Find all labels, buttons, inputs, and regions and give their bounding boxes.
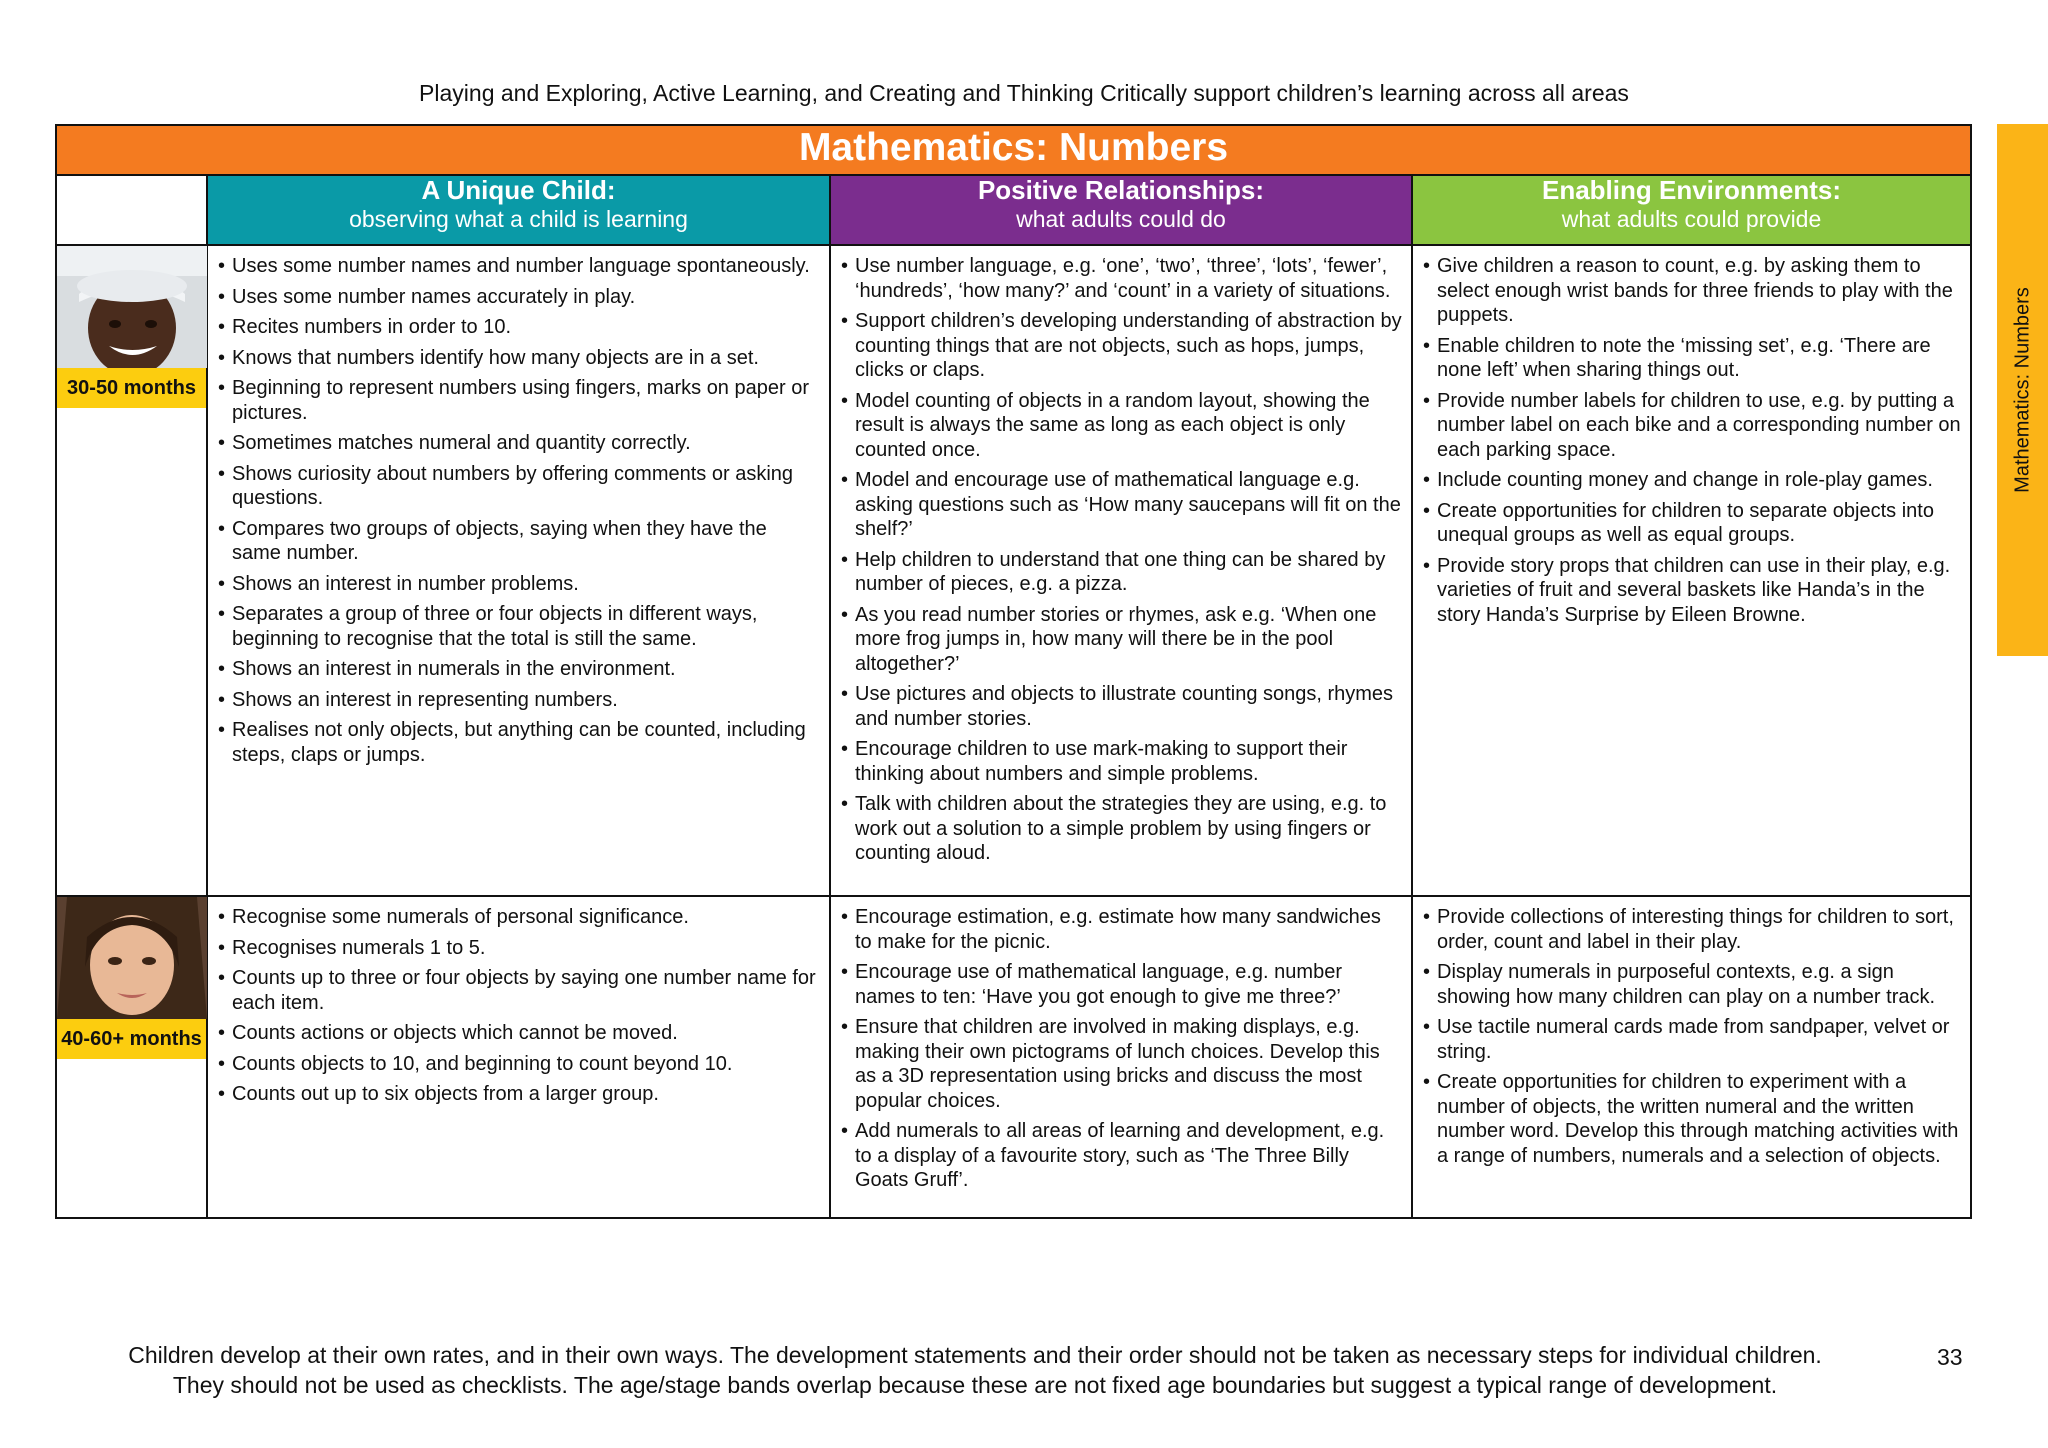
- table-title: Mathematics: Numbers: [56, 125, 1971, 175]
- table-row: [56, 896, 1971, 1218]
- header-rel-title: Positive Relationships:: [977, 175, 1265, 205]
- list-item: • Uses some number names and number language spontaneously.: [218, 254, 821, 279]
- header-blank: [56, 175, 207, 245]
- list-item: • Shows an interest in numerals in the environment.: [218, 657, 821, 682]
- list-item: • Shows an interest in number problems.: [218, 572, 821, 597]
- child-list: [208, 246, 829, 777]
- footer-line-2: They should not be used as checklists. The age/stage bands overlap because these are not fixed age boundaries but suggest a typical range of development.: [172, 1372, 1778, 1398]
- list-item: • Use tactile numeral cards made from sandpaper, velvet or string.: [1423, 1015, 1962, 1064]
- list-item: • Encourage estimation, e.g. estimate how many sandwiches to make for the picnic.: [841, 905, 1403, 954]
- header-env-title: Enabling Environments:: [1541, 175, 1842, 205]
- list-item: • Encourage children to use mark-making to support their thinking about numbers and simple problems.: [841, 737, 1403, 786]
- list-item: • Include counting money and change in role-play games.: [1423, 468, 1962, 493]
- list-item: • Counts up to three or four objects by saying one number name for each item.: [218, 966, 821, 1015]
- list-item: • Talk with children about the strategies they are using, e.g. to work out a solution to a simple problem by using fingers or counting aloud.: [841, 792, 1403, 866]
- relationships-list: [831, 246, 1411, 876]
- age-badge: 30-50 months: [57, 368, 206, 408]
- child-cell: [207, 896, 830, 1218]
- child-photo-girl: [57, 897, 207, 1019]
- list-item: • Recognises numerals 1 to 5.: [218, 936, 821, 961]
- list-item: • Recites numbers in order to 10.: [218, 315, 821, 340]
- age-cell-30-50: [56, 245, 207, 896]
- child-cell: [207, 245, 830, 896]
- footer-note: [0, 1340, 1950, 1400]
- table-row: [56, 245, 1971, 896]
- list-item: • As you read number stories or rhymes, ask e.g. ‘When one more frog jumps in, how many will there be in the pool altogether?’: [841, 603, 1403, 677]
- child-list: [208, 897, 829, 1117]
- list-item: • Give children a reason to count, e.g. by asking them to select enough wrist bands for three friends to play with the puppets.: [1423, 254, 1962, 328]
- environments-list: [1413, 246, 1970, 637]
- top-caption: Playing and Exploring, Active Learning, and Creating and Thinking Critically support children’s learning across all areas: [419, 80, 1629, 106]
- list-item: • Support children’s developing understanding of abstraction by counting things that are not objects, such as hops, jumps, clicks or claps.: [841, 309, 1403, 383]
- list-item: • Enable children to note the ‘missing set’, e.g. ‘There are none left’ when sharing things out.: [1423, 334, 1962, 383]
- list-item: • Add numerals to all areas of learning and development, e.g. to a display of a favourite story, such as ‘The Three Billy Goats Gruff’.: [841, 1119, 1403, 1193]
- environments-cell: [1412, 245, 1971, 896]
- list-item: • Counts actions or objects which cannot be moved.: [218, 1021, 821, 1046]
- child-photo-boy: [57, 246, 207, 368]
- relationships-cell: [830, 896, 1412, 1218]
- list-item: • Ensure that children are involved in making displays, e.g. making their own pictograms of lunch choices. Develop this as a 3D representation using bricks and discuss the most popular choices.: [841, 1015, 1403, 1113]
- page-number: 33: [1937, 1344, 1963, 1370]
- list-item: • Realises not only objects, but anything can be counted, including steps, claps or jumps.: [218, 718, 821, 767]
- age-badge: 40-60+ months: [57, 1019, 206, 1059]
- list-item: • Sometimes matches numeral and quantity correctly.: [218, 431, 821, 456]
- list-item: • Counts objects to 10, and beginning to count beyond 10.: [218, 1052, 821, 1077]
- header-enabling-environments: [1412, 175, 1971, 245]
- header-child-title: A Unique Child:: [421, 175, 616, 205]
- list-item: • Create opportunities for children to experiment with a number of objects, the written numeral and the written number word. Develop this through matching activities with a range of numbers, numerals and a selection of objects.: [1423, 1070, 1962, 1168]
- header-unique-child: [207, 175, 830, 245]
- list-item: • Recognise some numerals of personal significance.: [218, 905, 821, 930]
- list-item: • Shows an interest in representing numbers.: [218, 688, 821, 713]
- environments-list: [1413, 897, 1970, 1178]
- list-item: • Counts out up to six objects from a larger group.: [218, 1082, 821, 1107]
- list-item: • Use pictures and objects to illustrate counting songs, rhymes and number stories.: [841, 682, 1403, 731]
- environments-cell: [1412, 896, 1971, 1218]
- list-item: • Model and encourage use of mathematical language e.g. asking questions such as ‘How many saucepans will fit on the shelf?’: [841, 468, 1403, 542]
- age-cell-40-60: [56, 896, 207, 1218]
- header-positive-relationships: [830, 175, 1412, 245]
- footer-line-1: Children develop at their own rates, and in their own ways. The development statements and their order should not be taken as necessary steps for individual children.: [128, 1342, 1822, 1368]
- list-item: • Beginning to represent numbers using fingers, marks on paper or pictures.: [218, 376, 821, 425]
- header-env-subtitle: what adults could provide: [1561, 206, 1822, 232]
- list-item: • Uses some number names accurately in play.: [218, 285, 821, 310]
- list-item: • Separates a group of three or four objects in different ways, beginning to recognise that the total is still the same.: [218, 602, 821, 651]
- list-item: • Create opportunities for children to separate objects into unequal groups as well as equal groups.: [1423, 499, 1962, 548]
- list-item: • Provide story props that children can use in their play, e.g. varieties of fruit and several baskets like Handa’s in the story Handa’s Surprise by Eileen Browne.: [1423, 554, 1962, 628]
- list-item: • Compares two groups of objects, saying when they have the same number.: [218, 517, 821, 566]
- list-item: • Display numerals in purposeful contexts, e.g. a sign showing how many children can play on a number track.: [1423, 960, 1962, 1009]
- relationships-cell: [830, 245, 1412, 896]
- relationships-list: [831, 897, 1411, 1203]
- list-item: • Help children to understand that one thing can be shared by number of pieces, e.g. a pizza.: [841, 548, 1403, 597]
- side-tab: [1997, 124, 2048, 656]
- header-rel-subtitle: what adults could do: [1016, 206, 1226, 232]
- side-tab-label: Mathematics: Numbers: [2011, 287, 2033, 493]
- header-child-subtitle: observing what a child is learning: [349, 206, 688, 232]
- list-item: • Model counting of objects in a random layout, showing the result is always the same as long as each object is only counted once.: [841, 389, 1403, 463]
- list-item: • Knows that numbers identify how many objects are in a set.: [218, 346, 821, 371]
- list-item: • Provide collections of interesting things for children to sort, order, count and label in their play.: [1423, 905, 1962, 954]
- list-item: • Provide number labels for children to use, e.g. by putting a number label on each bike and a corresponding number on each parking space.: [1423, 389, 1962, 463]
- list-item: • Use number language, e.g. ‘one’, ‘two’, ‘three’, ‘lots’, ‘fewer’, ‘hundreds’, ‘how many?’ and ‘count’ in a variety of situations.: [841, 254, 1403, 303]
- list-item: • Encourage use of mathematical language, e.g. number names to ten: ‘Have you got enough to give me three?’: [841, 960, 1403, 1009]
- list-item: • Shows curiosity about numbers by offering comments or asking questions.: [218, 462, 821, 511]
- numbers-table: [55, 124, 1972, 1219]
